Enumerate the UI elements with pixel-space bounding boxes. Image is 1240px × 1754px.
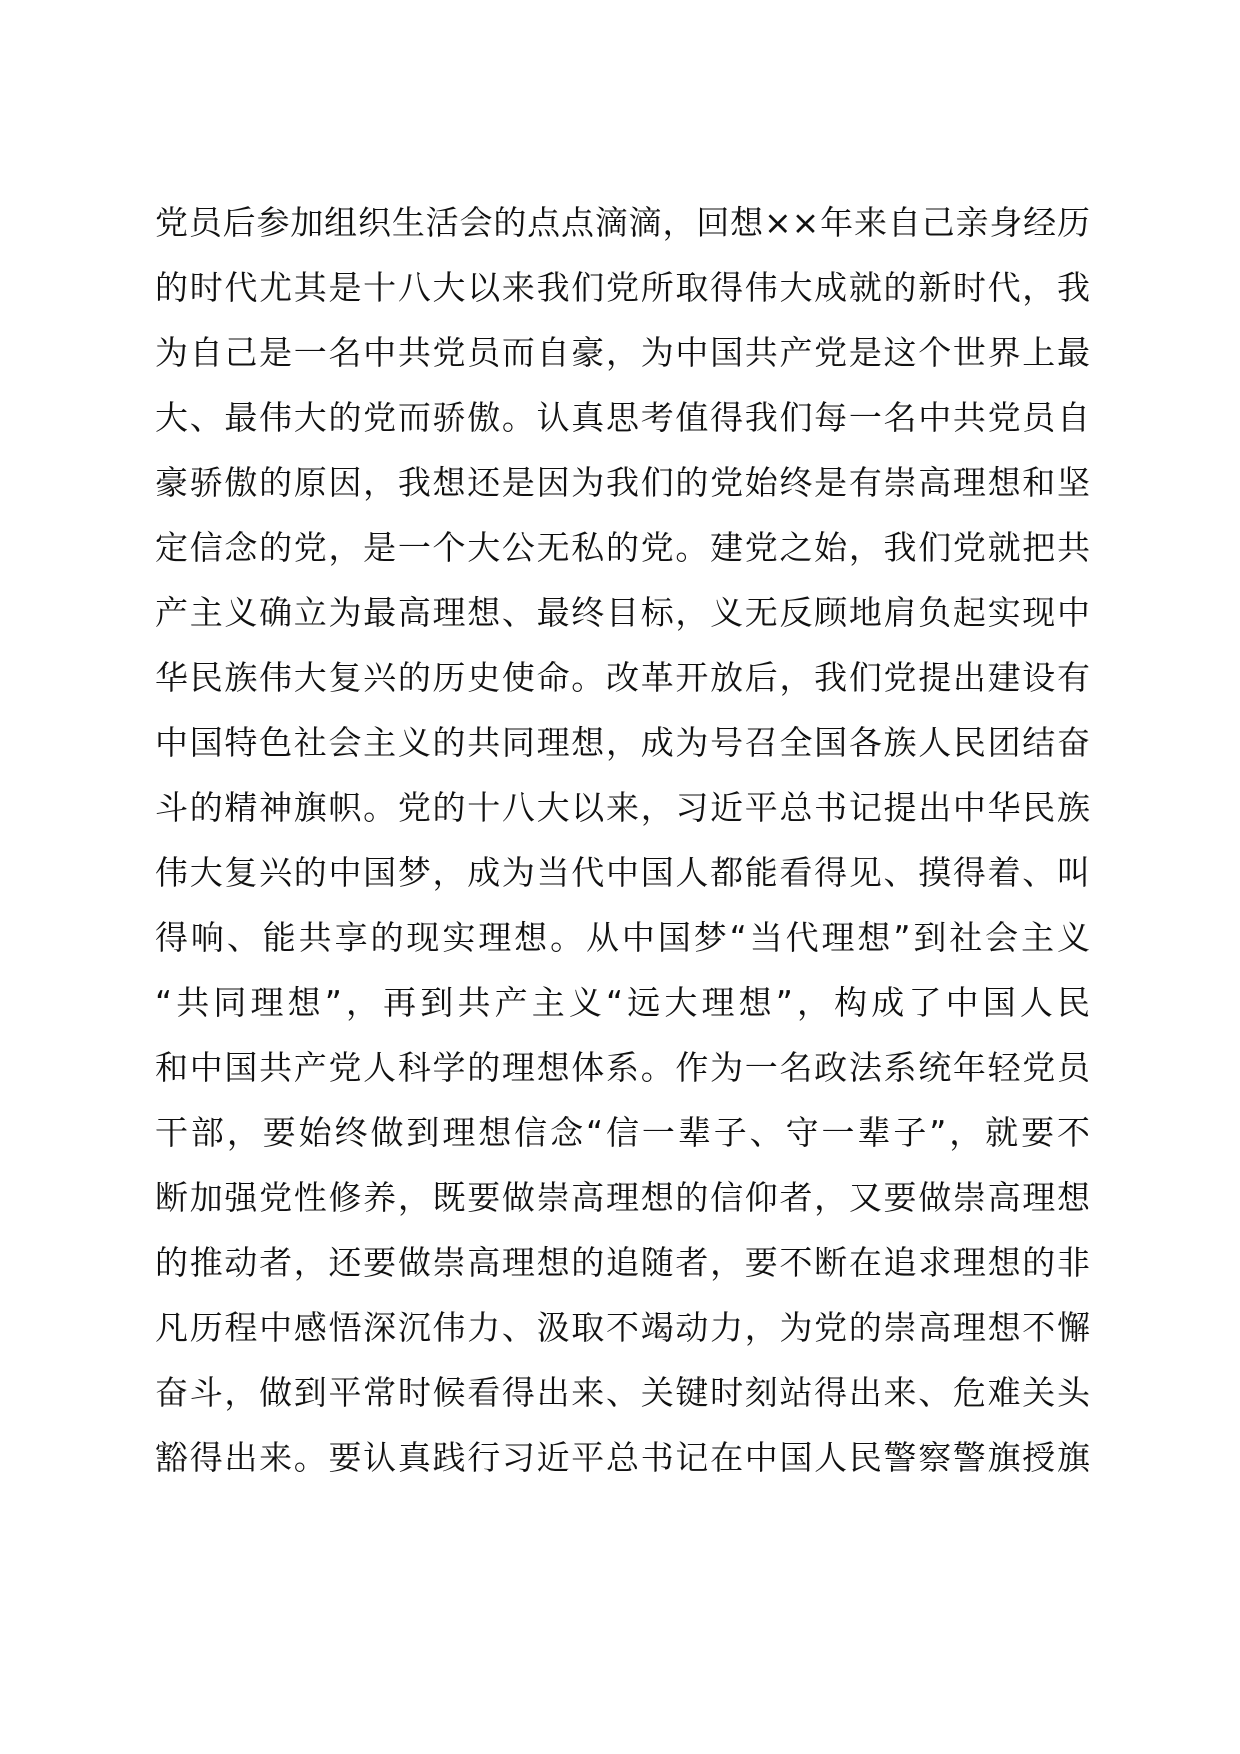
text-line: 豁得出来。要认真践行习近平总书记在中国人民警察警旗授旗 xyxy=(155,1438,1090,1477)
text-line: 的时代尤其是十八大以来我们党所取得伟大成就的新时代，我 xyxy=(155,268,1090,307)
text-line: 为自己是一名中共党员而自豪，为中国共产党是这个世界上最 xyxy=(155,333,1090,372)
text-line: 斗的精神旗帜。党的十八大以来，习近平总书记提出中华民族 xyxy=(155,788,1090,827)
text-line: 和中国共产党人科学的理想体系。作为一名政法系统年轻党员 xyxy=(155,1048,1090,1087)
text-line: “共同理想”，再到共产主义“远大理想”，构成了中国人民 xyxy=(155,983,1090,1022)
text-line: 大、最伟大的党而骄傲。认真思考值得我们每一名中共党员自 xyxy=(155,398,1090,437)
text-line: 断加强党性修养，既要做崇高理想的信仰者，又要做崇高理想 xyxy=(155,1178,1090,1217)
text-line: 的推动者，还要做崇高理想的追随者，要不断在追求理想的非 xyxy=(155,1243,1090,1282)
text-line: 得响、能共享的现实理想。从中国梦“当代理想”到社会主义 xyxy=(155,918,1090,957)
text-line: 产主义确立为最高理想、最终目标，义无反顾地肩负起实现中 xyxy=(155,593,1090,632)
text-line: 华民族伟大复兴的历史使命。改革开放后，我们党提出建设有 xyxy=(155,658,1090,697)
text-line: 中国特色社会主义的共同理想，成为号召全国各族人民团结奋 xyxy=(155,723,1090,762)
text-line: 豪骄傲的原因，我想还是因为我们的党始终是有崇高理想和坚 xyxy=(155,463,1090,502)
body-paragraph xyxy=(155,190,1090,1490)
text-line: 奋斗，做到平常时候看得出来、关键时刻站得出来、危难关头 xyxy=(155,1373,1090,1412)
text-line: 党员后参加组织生活会的点点滴滴，回想××年来自己亲身经历 xyxy=(155,203,1090,242)
text-line: 定信念的党，是一个大公无私的党。建党之始，我们党就把共 xyxy=(155,528,1090,567)
text-line: 伟大复兴的中国梦，成为当代中国人都能看得见、摸得着、叫 xyxy=(155,853,1090,892)
text-line: 干部，要始终做到理想信念“信一辈子、守一辈子”，就要不 xyxy=(155,1113,1090,1152)
text-line: 凡历程中感悟深沉伟力、汲取不竭动力，为党的崇高理想不懈 xyxy=(155,1308,1090,1347)
